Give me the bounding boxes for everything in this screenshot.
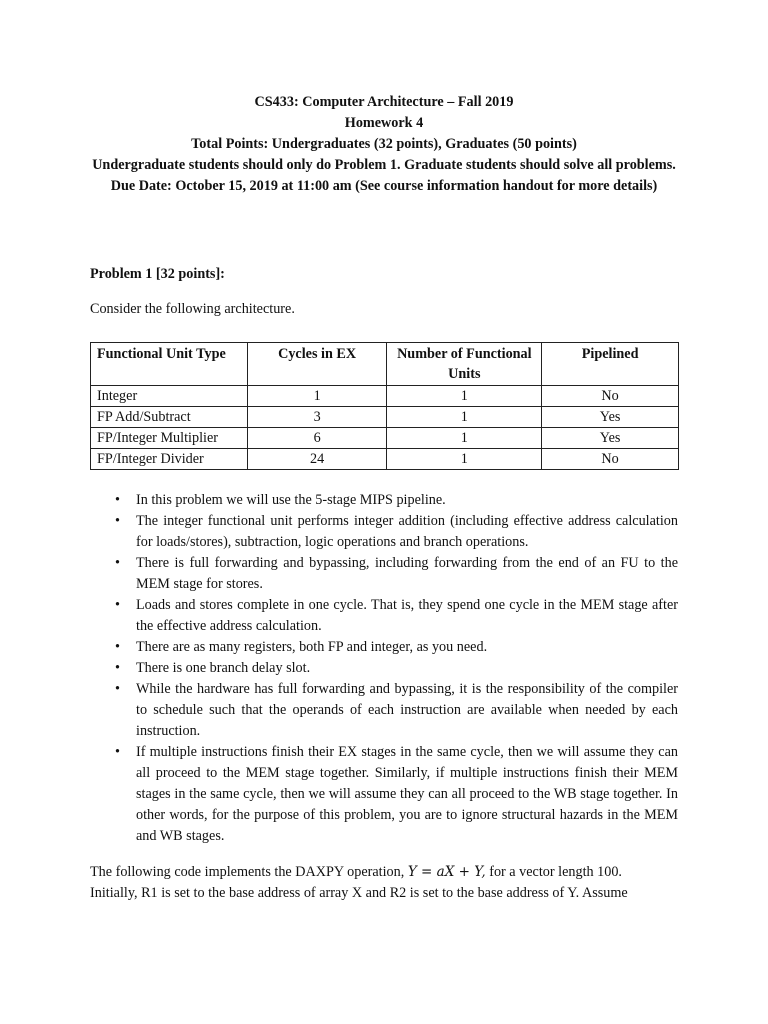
table-cell: 1 (387, 449, 542, 470)
list-item-text: There is one branch delay slot. (136, 660, 311, 676)
table-cell: Integer (91, 386, 248, 407)
list-item (90, 595, 678, 637)
table-cell: Yes (542, 407, 679, 428)
table-cell: Yes (542, 428, 679, 449)
list-item (90, 742, 678, 847)
table-row (91, 428, 679, 449)
bullet-icon: • (115, 555, 120, 571)
table-cell: No (542, 449, 679, 470)
bullet-icon: • (115, 660, 120, 676)
column-header: Number of Functional Units (387, 343, 542, 386)
table-cell: 1 (387, 428, 542, 449)
bullet-icon: • (115, 639, 120, 655)
table-cell: 3 (247, 407, 387, 428)
table-row (91, 449, 679, 470)
daxpy-line-2: Initially, R1 is set to the base address of array X and R2 is set to the base address of Y. Assume (90, 885, 628, 901)
table-cell: 24 (247, 449, 387, 470)
column-header: Functional Unit Type (91, 343, 248, 386)
bullet-icon: • (115, 597, 120, 613)
table-cell: No (542, 386, 679, 407)
bullet-icon: • (115, 681, 120, 697)
list-item-text: While the hardware has full forwarding and bypassing, it is the responsibility of the compiler to schedule such that the operands of each instruction are available when needed by each instruction. (136, 681, 678, 739)
bullet-icon: • (115, 492, 120, 508)
list-item (90, 658, 678, 679)
column-header: Pipelined (542, 343, 679, 386)
homework-number: Homework 4 (344, 115, 424, 131)
total-points: Total Points: Undergraduates (32 points), Graduates (50 points) (191, 136, 577, 152)
list-item-text: In this problem we will use the 5-stage MIPS pipeline. (136, 492, 446, 508)
table-cell: FP/Integer Divider (91, 449, 248, 470)
bullet-icon: • (115, 744, 120, 760)
table-cell: FP Add/Subtract (91, 407, 248, 428)
list-item-text: There is full forwarding and bypassing, including forwarding from the end of an FU to the MEM stage for stores. (136, 555, 678, 592)
table-row (91, 407, 679, 428)
list-item-text: If multiple instructions finish their EX stages in the same cycle, then we will assume they can all proceed to the MEM stage together. Similarly, if multiple instructions finish their MEM stages in the same cycle, then we will assume they can all proceed to the WB stage together. In other words, for the purpose of this problem, you are to ignore structural hazards in the MEM and WB stages. (136, 744, 678, 844)
table-cell: 6 (247, 428, 387, 449)
list-item (90, 553, 678, 595)
due-date: Due Date: October 15, 2019 at 11:00 am (See course information handout for more details) (110, 178, 658, 194)
daxpy-text-after: for a vector length 100. (485, 864, 622, 880)
list-item-text: The integer functional unit performs integer addition (including effective address calculation for loads/stores), subtraction, logic operations and branch operations. (136, 513, 678, 550)
functional-unit-table (90, 342, 679, 470)
problem-1-intro: Consider the following architecture. (90, 301, 295, 317)
table-cell: 1 (247, 386, 387, 407)
daxpy-line-1 (90, 862, 680, 883)
list-item (90, 637, 678, 658)
table-cell: 1 (387, 407, 542, 428)
list-item (90, 490, 678, 511)
list-item (90, 679, 678, 742)
list-item-text: There are as many registers, both FP and integer, as you need. (136, 639, 488, 655)
homework-header (90, 92, 678, 197)
problem-1-title: Problem 1 [32 points]: (90, 266, 225, 282)
column-header: Cycles in EX (247, 343, 387, 386)
table-cell: 1 (387, 386, 542, 407)
table-header-row (91, 343, 679, 386)
student-instructions: Undergraduate students should only do Problem 1. Graduate students should solve all problems. (92, 157, 676, 173)
course-title: CS433: Computer Architecture – Fall 2019 (254, 94, 514, 110)
daxpy-equation: Y = aX + Y, (407, 864, 486, 880)
list-item-text: Loads and stores complete in one cycle. That is, they spend one cycle in the MEM stage after the effective address calculation. (136, 597, 678, 634)
daxpy-text-before: The following code implements the DAXPY operation, (90, 864, 408, 880)
daxpy-paragraph (90, 862, 680, 904)
bullet-icon: • (115, 513, 120, 529)
table-cell: FP/Integer Multiplier (91, 428, 248, 449)
list-item (90, 511, 678, 553)
table-row (91, 386, 679, 407)
assumptions-list (90, 490, 678, 847)
